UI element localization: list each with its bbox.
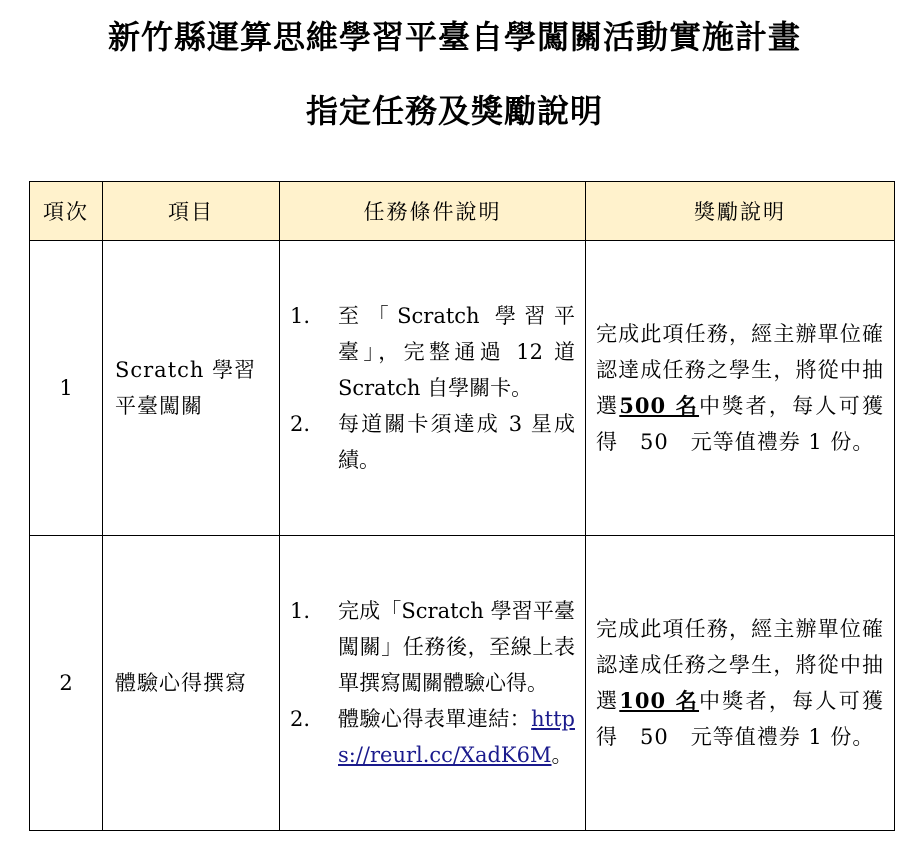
- row-item: 體驗心得撰寫: [103, 536, 280, 831]
- header-item: 項目: [103, 182, 280, 241]
- task-text: 至「Scratch 學習平臺」，完整通過 12 道 Scratch 自學關卡。: [338, 304, 575, 400]
- row-tasks: [280, 241, 586, 536]
- row-reward: [586, 536, 895, 831]
- reward-text: 中獎者，每人可獲得 50 元等值禮券 1 份。: [596, 689, 885, 749]
- row-item: Scratch 學習平臺闖關: [103, 241, 280, 536]
- document-subtitle: 指定任務及獎勵說明: [305, 92, 603, 130]
- task-number: 2.: [290, 707, 311, 731]
- task-list-item: [290, 701, 575, 773]
- row-tasks: [280, 536, 586, 831]
- task-text: 體驗心得表單連結：: [338, 707, 532, 731]
- task-number: 2.: [290, 412, 311, 436]
- task-text: 每道關卡須達成 3 星成績。: [338, 412, 575, 472]
- task-list-item: [290, 593, 575, 701]
- table-header-row: [30, 182, 895, 241]
- reward-winner-count: 500 名: [619, 393, 700, 418]
- header-reward: 獎勵說明: [586, 182, 895, 241]
- task-list-item: [290, 406, 575, 478]
- task-number: 1.: [290, 599, 311, 623]
- table-row: [30, 536, 895, 831]
- document-title: 新竹縣運算思維學習平臺自學闖關活動實施計畫: [107, 18, 801, 56]
- reward-winner-count: 100 名: [619, 688, 700, 713]
- table-row: [30, 241, 895, 536]
- reward-text: 完成此項任務，經主辦單位確認達成任務之學生，將從中抽選: [596, 617, 884, 713]
- header-task-conditions: 任務條件說明: [280, 182, 586, 241]
- row-reward: [586, 241, 895, 536]
- feedback-form-link[interactable]: https://reurl.cc/XadK6M: [338, 707, 575, 767]
- task-number: 1.: [290, 304, 311, 328]
- row-index: 1: [30, 241, 103, 536]
- reward-text: 完成此項任務，經主辦單位確認達成任務之學生，將從中抽選: [596, 322, 884, 418]
- task-list-item: [290, 298, 575, 406]
- row-index: 2: [30, 536, 103, 831]
- header-index: 項次: [30, 182, 103, 241]
- task-text: 完成「Scratch 學習平臺闖關」任務後，至線上表單撰寫闖關體驗心得。: [338, 599, 575, 695]
- reward-text: 中獎者，每人可獲得 50 元等值禮券 1 份。: [596, 394, 885, 454]
- task-reward-table: [29, 181, 895, 831]
- task-text-tail: 。: [551, 743, 573, 767]
